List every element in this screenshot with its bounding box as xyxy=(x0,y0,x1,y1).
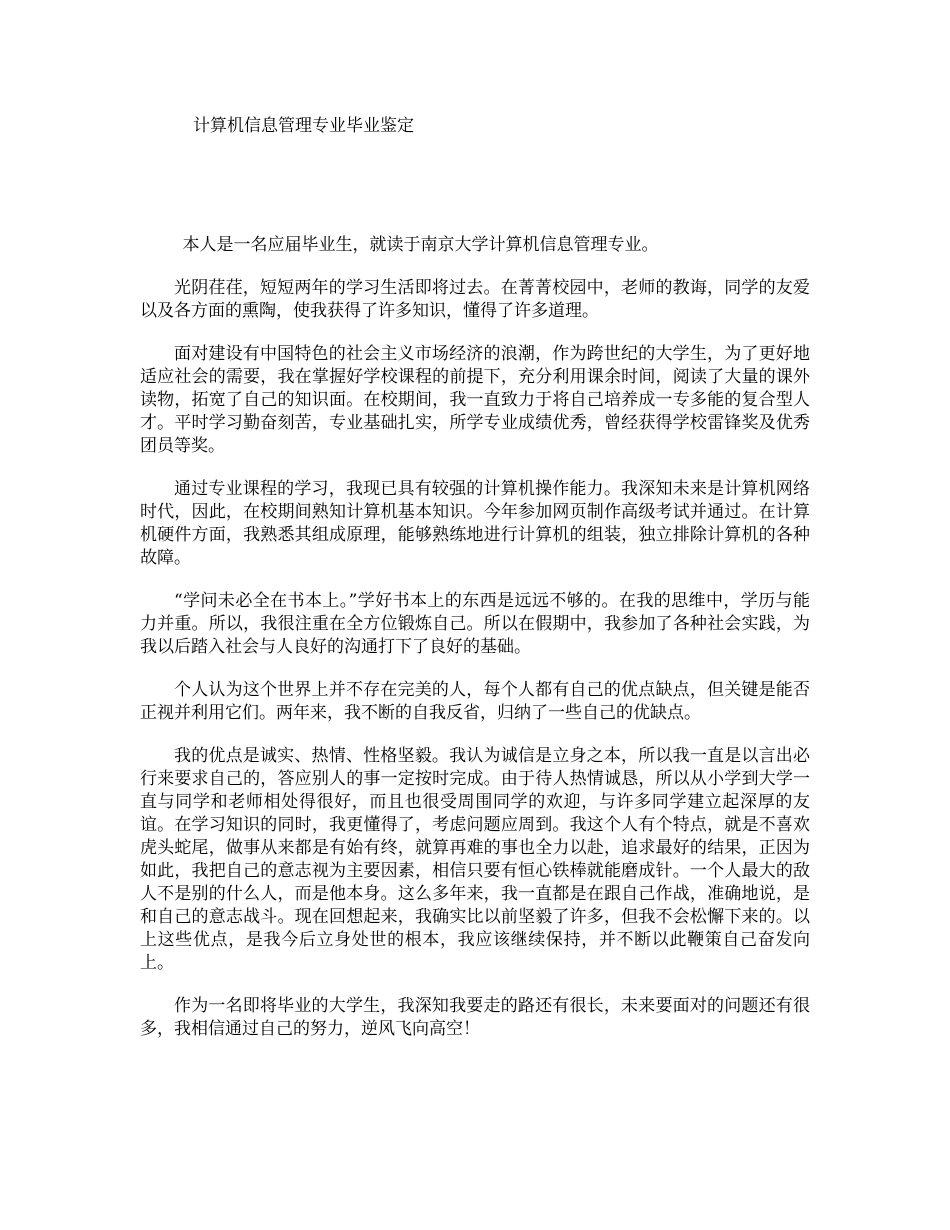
document-body xyxy=(140,234,810,1061)
paragraph-intro: 本人是一名应届毕业生，就读于南京大学计算机信息管理专业。 xyxy=(182,235,659,255)
paragraph-practice: “学问未必全在书本上。”学好书本上的东西是远远不够的。在我的思维中，学历与能力并重。所以，我很注重在全方位锻炼自己。所以在假期中，我参加了各种社会实践，为我以后踏入社会与人良好的沟通打下了良好的基础。 xyxy=(140,591,810,657)
paragraph-computer-skills: 通过专业课程的学习，我现已具有较强的计算机操作能力。我深知未来是计算机网络时代，因此，在校期间熟知计算机基本知识。今年参加网页制作高级考试并通过。在计算机硬件方面，我熟悉其组成原理，能够熟练地进行计算机的组装，独立排除计算机的各种故障。 xyxy=(140,479,810,568)
paragraph-self-reflection: 个人认为这个世界上并不存在完美的人，每个人都有自己的优点缺点，但关键是能否正视并利用它们。两年来，我不断的自我反省，归纳了一些自己的优缺点。 xyxy=(140,680,810,723)
paragraph-study: 面对建设有中国特色的社会主义市场经济的浪潮，作为跨世纪的大学生，为了更好地适应社会的需要，我在掌握好学校课程的前提下，充分利用课余时间，阅读了大量的课外读物，拓宽了自己的知识面。在校期间，我一直致力于将自己培养成一专多能的复合型人才。平时学习勤奋刻苦，专业基础扎实，所学专业成绩优秀，曾经获得学校雷锋奖及优秀团员等奖。 xyxy=(140,344,810,456)
paragraph-conclusion: 作为一名即将毕业的大学生，我深知我要走的路还有很长，未来要面对的问题还有很多，我相信通过自己的努力，逆风飞向高空！ xyxy=(140,996,810,1039)
paragraph-time: 光阴荏荏，短短两年的学习生活即将过去。在菁菁校园中，老师的教诲，同学的友爱以及各方面的熏陶，使我获得了许多知识，懂得了许多道理。 xyxy=(140,278,810,321)
paragraph-strengths: 我的优点是诚实、热情、性格坚毅。我认为诚信是立身之本，所以我一直是以言出必行来要求自己的，答应别人的事一定按时完成。由于待人热情诚恳，所以从小学到大学一直与同学和老师相处得很好，而且也很受周围同学的欢迎，与许多同学建立起深厚的友谊。在学习知识的同时，我更懂得了，考虑问题应周到。我这个人有个特点，就是不喜欢虎头蛇尾，做事从来都是有始有终，就算再难的事也全力以赴，追求最好的结果，正因为如此，我把自己的意志视为主要因素，相信只要有恒心铁棒就能磨成针。一个人最大的敌人不是别的什么人，而是他本身。这么多年来，我一直都是在跟自己作战，准确地说，是和自己的意志战斗。现在回想起来，我确实比以前坚毅了许多，但我不会松懈下来的。以上这些优点，是我今后立身处世的根本，我应该继续保持，并不断以此鞭策自己奋发向上。 xyxy=(140,746,810,973)
document-title: 计算机信息管理专业毕业鉴定 xyxy=(193,116,414,136)
